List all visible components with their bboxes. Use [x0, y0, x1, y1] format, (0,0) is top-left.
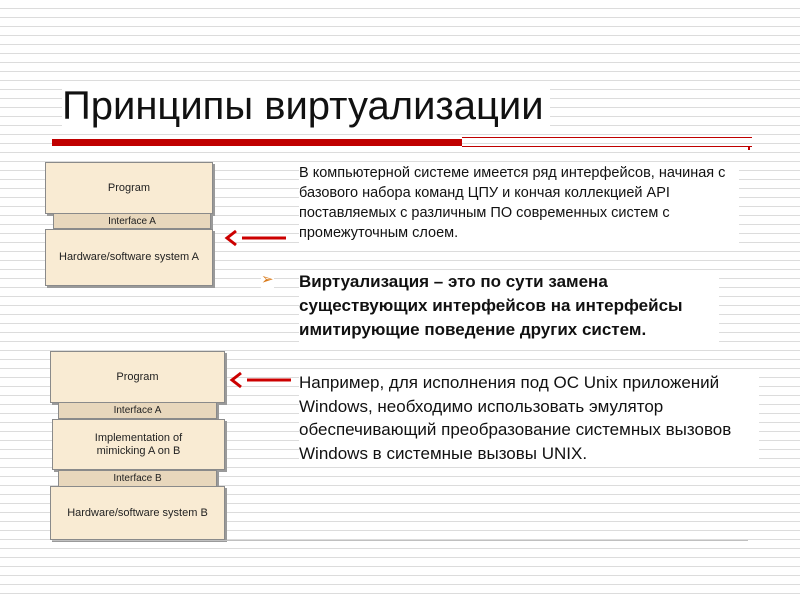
hardware-system-b-box — [50, 486, 225, 540]
implementation-box — [52, 419, 225, 470]
interface-a-label: Interface A — [113, 405, 162, 416]
slide-title: Принципы виртуализации — [62, 84, 550, 129]
arrow-bullet-icon: ➢ — [261, 270, 274, 288]
program-label: Program — [107, 181, 151, 194]
program-box — [45, 162, 213, 214]
hardware-system-a-box — [45, 229, 213, 286]
bottom-rule — [52, 540, 748, 541]
arrow-left-icon — [227, 370, 295, 390]
hardware-system-a-label: Hardware/software system A — [59, 251, 199, 263]
implementation-label-line2: mimicking A on B — [96, 444, 181, 457]
interface-b-label: Interface B — [113, 473, 162, 484]
paragraph-example: Например, для исполнения под ОС Unix приложений Windows, необходимо использовать эмулятор обеспечивающий преобразование системных вызовов Windows в системные вызовы UNIX. — [299, 371, 759, 465]
program-label: Program — [116, 370, 159, 383]
title-underline-bar — [52, 139, 462, 146]
arrow-left-icon — [222, 228, 290, 248]
implementation-label-line1: Implementation of — [94, 431, 183, 444]
interface-a-box — [53, 213, 211, 229]
title-rule-bottom — [462, 146, 752, 147]
interface-a-label: Interface A — [108, 215, 156, 227]
interface-a-box — [58, 402, 217, 419]
title-rule-top — [462, 137, 752, 138]
hardware-system-b-label: Hardware/software system B — [67, 506, 208, 519]
title-rule-tick — [748, 147, 750, 150]
paragraph-interfaces: В компьютерной системе имеется ряд интерфейсов, начиная с базового набора команд ЦПУ и кончая коллекцией API поставляемых с различным ПО современных систем с промежуточным слоем. — [299, 163, 739, 243]
program-box — [50, 351, 225, 403]
interface-b-box — [58, 470, 217, 487]
paragraph-virtualization-definition: Виртуализация – это по сути замена существующих интерфейсов на интерфейсы имитирующие поведение других систем. — [299, 270, 719, 342]
